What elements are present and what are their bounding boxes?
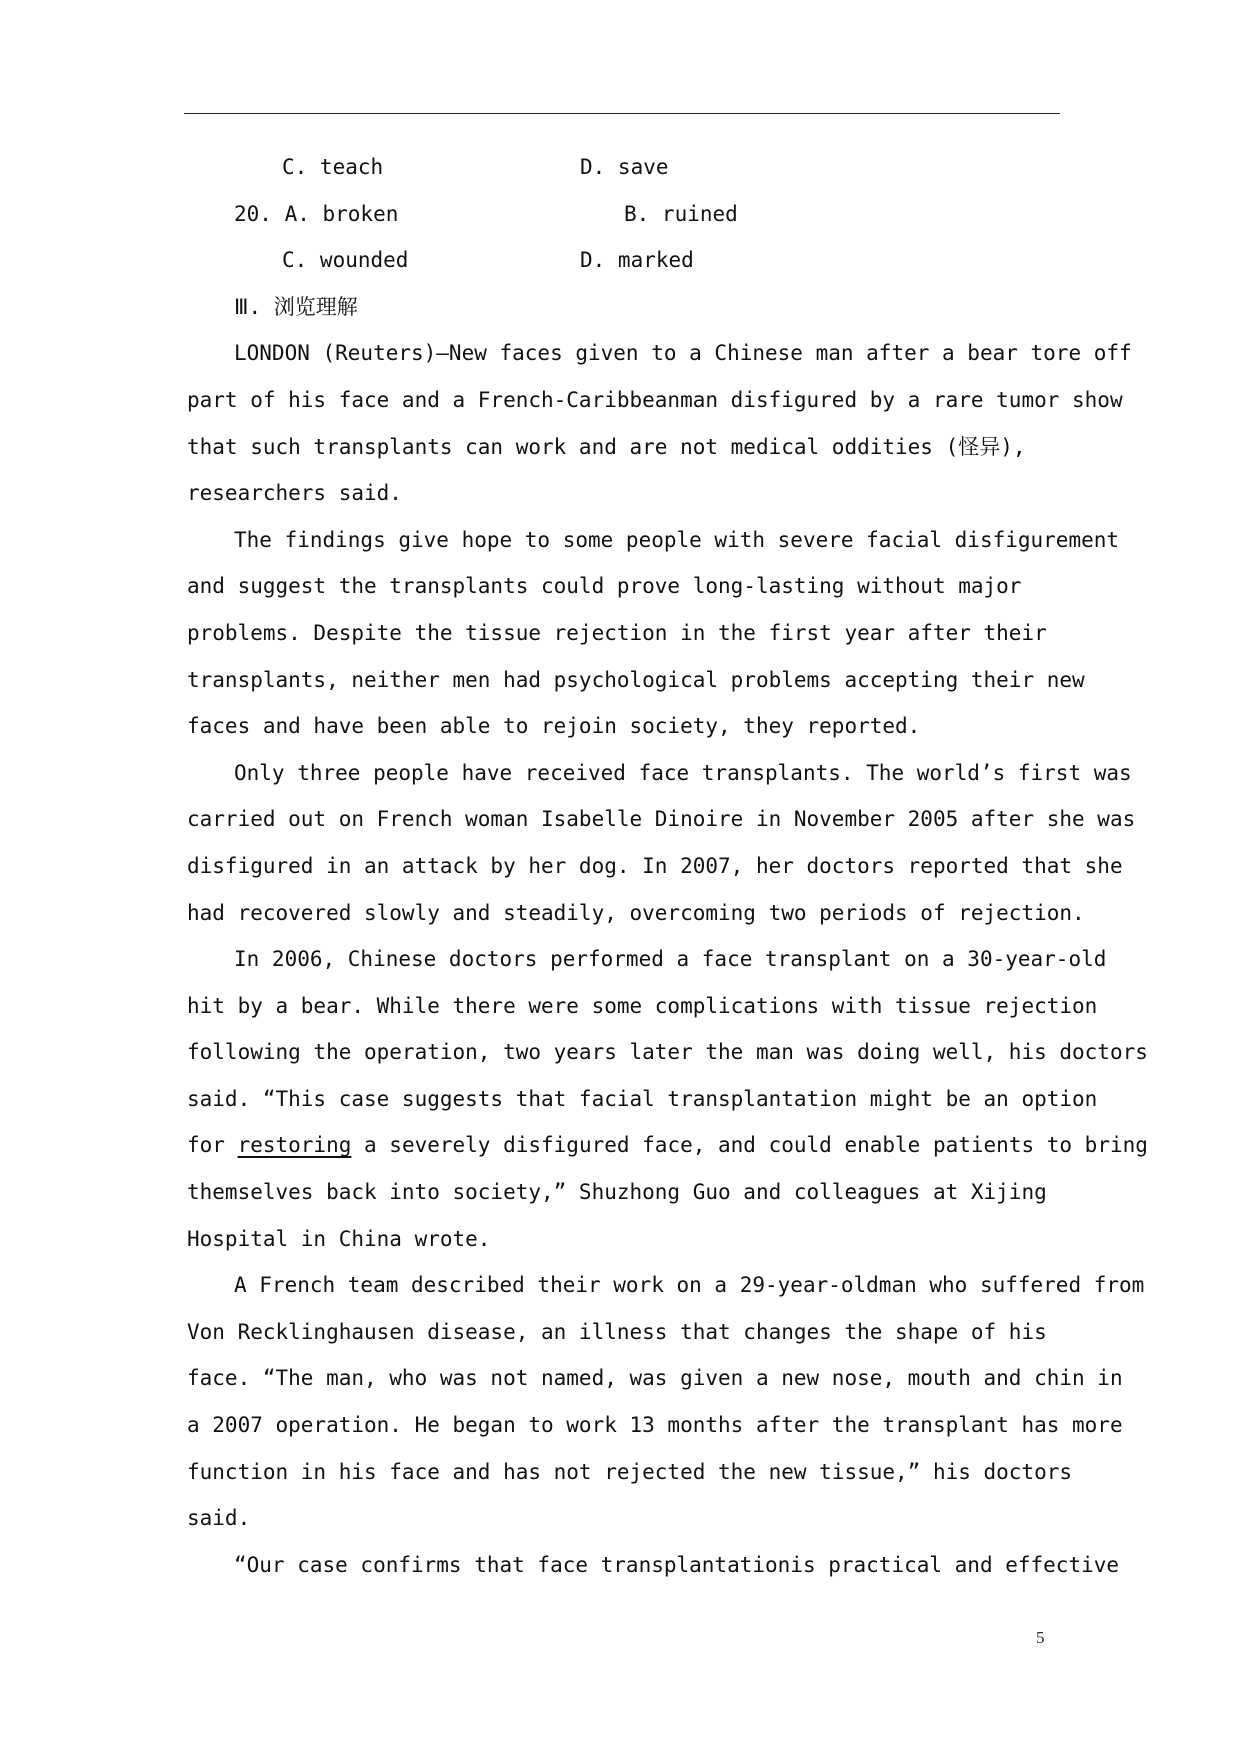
header-rule — [184, 113, 1060, 114]
paragraph-line: and suggest the transplants could prove long-lasting without major — [187, 574, 1022, 599]
paragraph-line: hit by a bear. While there were some complications with tissue rejection — [187, 993, 1098, 1018]
option-c: C. wounded — [282, 248, 409, 273]
paragraph-6 — [187, 1542, 1120, 1589]
paragraph-line: disfigured in an attack by her dog. In 2007, her doctors reported that she — [187, 853, 1123, 878]
option-row — [187, 144, 1107, 191]
page-content — [187, 144, 1148, 1588]
paragraph-line: a 2007 operation. He began to work 13 months after the transplant has more — [187, 1413, 1123, 1438]
paragraph-line: carried out on French woman Isabelle Dinoire in November 2005 after she was — [187, 807, 1136, 832]
option-d: D. save — [580, 155, 669, 179]
option-row — [187, 237, 1107, 284]
underlined-word: restoring — [237, 1133, 352, 1158]
option-b: B. ruined — [624, 201, 738, 226]
paragraph-line: face. “The man, who was not named, was given a new nose, mouth and chin in — [187, 1366, 1123, 1391]
line-text: for — [187, 1133, 238, 1158]
paragraph-line: faces and have been able to rejoin society, they reported. — [187, 714, 921, 739]
paragraph-line: LONDON (Reuters)—New faces given to a Chinese man after a bear tore off — [234, 341, 1132, 366]
paragraph-line: Von Recklinghausen disease, an illness that changes the shape of his — [187, 1319, 1047, 1344]
paragraph-line: transplants, neither men had psychological problems accepting their new — [187, 667, 1085, 692]
paragraph-line: function in his face and has not rejected the new tissue,” his doctors — [187, 1459, 1073, 1484]
paragraph-5 — [187, 1262, 1145, 1542]
paragraph-2 — [187, 517, 1120, 750]
page-number: 5 — [1036, 1628, 1045, 1647]
paragraph-line: “Our case confirms that face transplantationis practical and effective — [234, 1552, 1120, 1577]
paragraph-line: In 2006, Chinese doctors performed a face transplant on a 30-year-old — [234, 947, 1107, 972]
paragraph-4 — [187, 936, 1148, 1262]
paragraph-line: had recovered slowly and steadily, overcoming two periods of rejection. — [187, 900, 1085, 925]
paragraph-line: part of his face and a French-Caribbeanman disfigured by a rare tumor show — [187, 387, 1123, 412]
question-20-option-a: 20. A. broken — [234, 201, 399, 226]
paragraph-line: Hospital in China wrote. — [187, 1226, 491, 1251]
paragraph-3 — [187, 750, 1136, 936]
paragraph-1 — [187, 330, 1132, 516]
paragraph-line: A French team described their work on a 29-year-oldman who suffered from — [234, 1273, 1145, 1298]
paragraph-line: researchers said. — [187, 481, 402, 506]
paragraph-line — [187, 1122, 1148, 1169]
option-d: D. marked — [580, 248, 694, 273]
paragraph-line: themselves back into society,” Shuzhong Guo and colleagues at Xijing — [187, 1180, 1047, 1205]
line-text: a severely disfigured face, and could enable patients to bring — [351, 1133, 1148, 1158]
paragraph-line: The findings give hope to some people with severe facial disfigurement — [234, 527, 1120, 552]
paragraph-line: following the operation, two years later the man was doing well, his doctors — [187, 1040, 1148, 1065]
paragraph-line: said. — [187, 1506, 251, 1531]
paragraph-line: problems. Despite the tissue rejection in the first year after their — [187, 620, 1047, 645]
paragraph-line: Only three people have received face transplants. The world’s first was — [234, 760, 1132, 785]
option-c: C. teach — [282, 155, 384, 179]
option-row — [187, 191, 1107, 238]
paragraph-line: that such transplants can work and are not medical oddities (怪异), — [187, 434, 1026, 459]
paragraph-line: said. “This case suggests that facial transplantation might be an option — [187, 1086, 1098, 1111]
section-title: Ⅲ. 浏览理解 — [234, 294, 358, 319]
